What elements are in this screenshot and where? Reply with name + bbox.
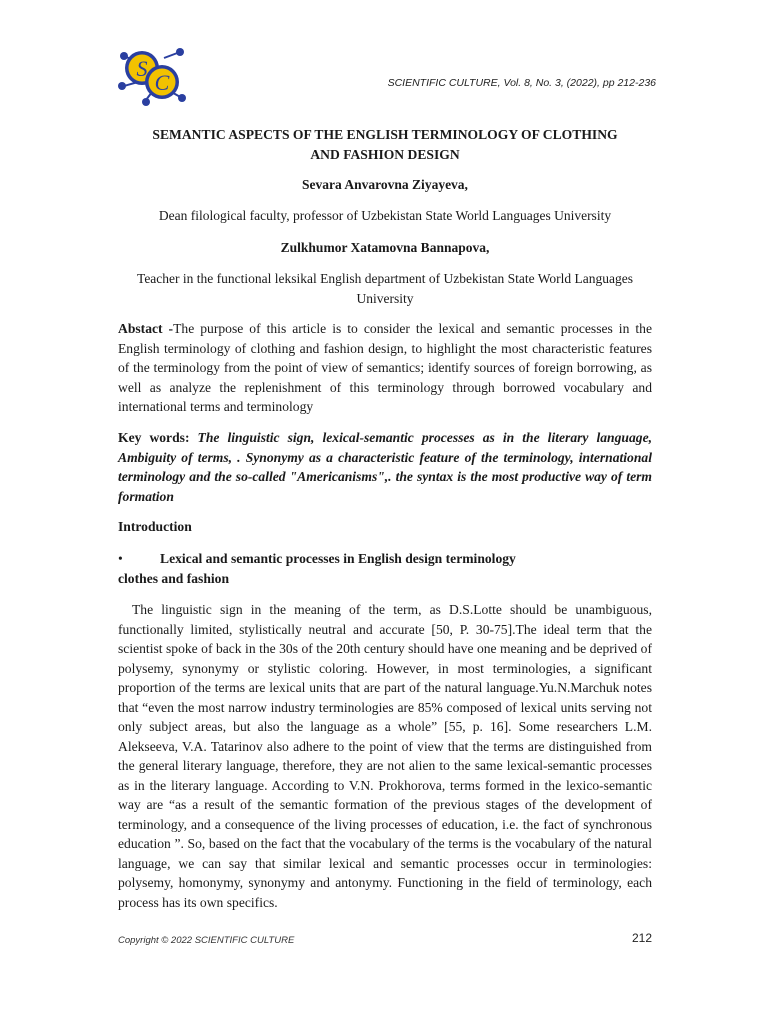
bullet-continuation: clothes and fashion <box>118 571 230 586</box>
article-title <box>118 125 652 165</box>
keywords-label: Key words: <box>118 430 190 445</box>
page-number: 212 <box>631 931 652 945</box>
author-1-name: Sevara Anvarovna Ziyayeva, <box>302 177 468 192</box>
footer-copyright: Copyright © 2022 SCIENTIFIC CULTURE <box>118 935 295 946</box>
intro-paragraph-text: The linguistic sign in the meaning of the term, as D.S.Lotte should be unambiguous, functionally limited, stylistically neutral and accurate [50, P. 30-75].The ideal term that the scientist spoke of back in the 30s of the 20th century should have one meaning and be deprived of polysemy, synonymy or stylistic coloring. However, in most terminologies, a significant proportion of the terms are lexical units that are part of the natural language.Yu.N.Marchuk notes that “even the most narrow industry terminologies are 85% composed of lexical units serving not only subject areas, but also the language as a whole” [55, p. 16]. Some researchers L.M. Alekseeva, V.A. Tatarinov also adhere to the point of view that the terms are distinguished from the general literary language, therefore, they are not alien to the same lexical-semantic processes as in the literary language. According to V.N. Prokhorova, terms formed in the lexico-semantic way are “as a result of the semantic formation of the previous stages of the development of terminology, and a consequence of the living processes of education, i.e. the fact of synchronous education ”. So, based on the fact that the vocabulary of the terms is the vocabulary of the natural language, we can say that similar lexical and semantic processes occur in terminologies: polysemy, homonymy, synonymy and antonymy. Functioning in the field of terminology, each process has its own specifics. <box>118 602 652 910</box>
journal-citation: SCIENTIFIC CULTURE, Vol. 8, No. 3, (2022), pp 212-236 <box>387 77 656 89</box>
article-title-line-2: AND FASHION DESIGN <box>310 147 460 162</box>
logo-molecule-icon <box>118 48 186 106</box>
svg-text:C: C <box>154 70 170 95</box>
introduction-heading: Introduction <box>118 519 192 534</box>
intro-paragraph <box>118 600 652 912</box>
bullet-item <box>118 551 652 567</box>
bullet-text: Lexical and semantic processes in English design terminology <box>160 551 516 566</box>
abstract-label: Abstact - <box>118 321 174 336</box>
svg-text:S: S <box>136 56 148 81</box>
author-2-name: Zulkhumor Xatamovna Bannapova, <box>280 240 490 255</box>
bullet-icon: • <box>118 551 123 566</box>
author-1-affiliation: Dean filological faculty, professor of Uzbekistan State World Languages University <box>158 208 612 223</box>
journal-logo <box>112 42 192 108</box>
keywords-text: The linguistic sign, lexical-semantic processes as in the literary language, Ambiguity of terms, . Synonymy as a characteristic feature of the terminology, international terminology and the so-called "Americanisms",. the syntax is the most productive way of term formation <box>118 430 652 504</box>
author-2-affiliation: Teacher in the functional leksikal English department of Uzbekistan State World Languages University <box>137 271 633 306</box>
article-title-line-1: SEMANTIC ASPECTS OF THE ENGLISH TERMINOLOGY OF CLOTHING <box>152 127 618 142</box>
abstract <box>118 319 652 417</box>
abstract-text: The purpose of this article is to consider the lexical and semantic processes in the English terminology of clothing and fashion design, to highlight the most characteristic features of the terminology from the point of view of semantics; identify sources of foreign borrowing, as well as analyze the replenishment of this terminology through borrowed vocabulary and international terms and terminology <box>118 321 652 414</box>
keywords <box>118 428 652 506</box>
